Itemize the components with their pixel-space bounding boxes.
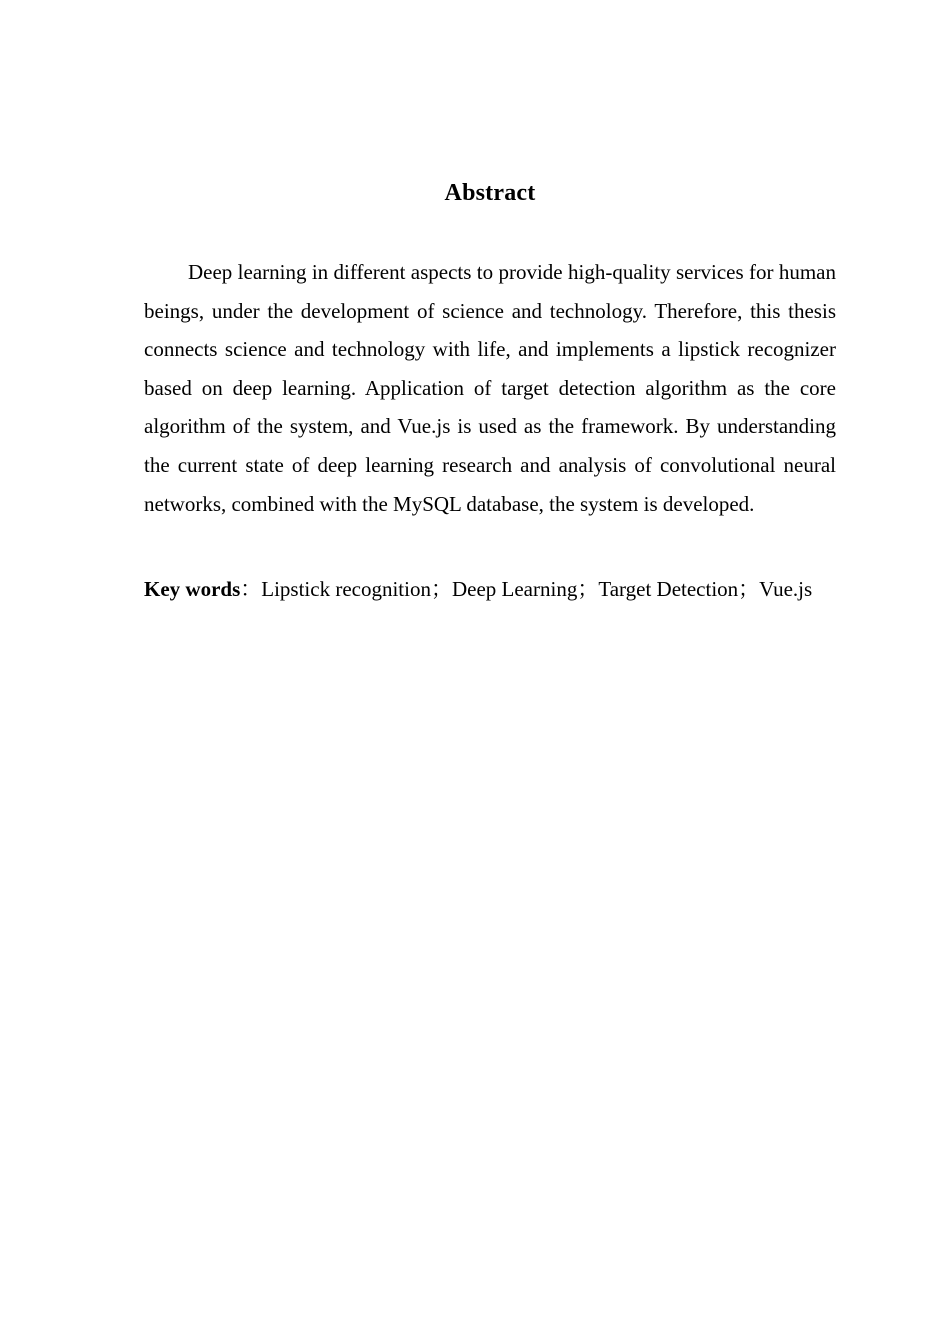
keyword-item: Lipstick recognition — [261, 577, 431, 601]
keyword-separator: ； — [738, 577, 760, 601]
keyword-item: Deep Learning — [451, 577, 578, 601]
keyword-separator: ； — [577, 577, 599, 601]
keyword-item: Vue.js — [759, 577, 813, 601]
keyword-separator: ； — [430, 577, 452, 601]
keyword-item: Target Detection — [598, 577, 739, 601]
keywords-line — [144, 571, 836, 607]
keywords-label: Key words — [144, 577, 241, 601]
abstract-paragraph: Deep learning in different aspects to provide high-quality services for human beings, under the development of science and technology. Therefore, this thesis connects science and technology with life, and implements a lipstick recognizer based on deep learning. Application of target detection algorithm as the core algorithm of the system, and Vue.js is used as the framework. By understanding the current state of deep learning research and analysis of convolutional neural networks, combined with the MySQL database, the system is developed. — [144, 260, 836, 516]
page-title: Abstract — [444, 180, 536, 206]
keywords-label-separator: ： — [240, 577, 262, 601]
